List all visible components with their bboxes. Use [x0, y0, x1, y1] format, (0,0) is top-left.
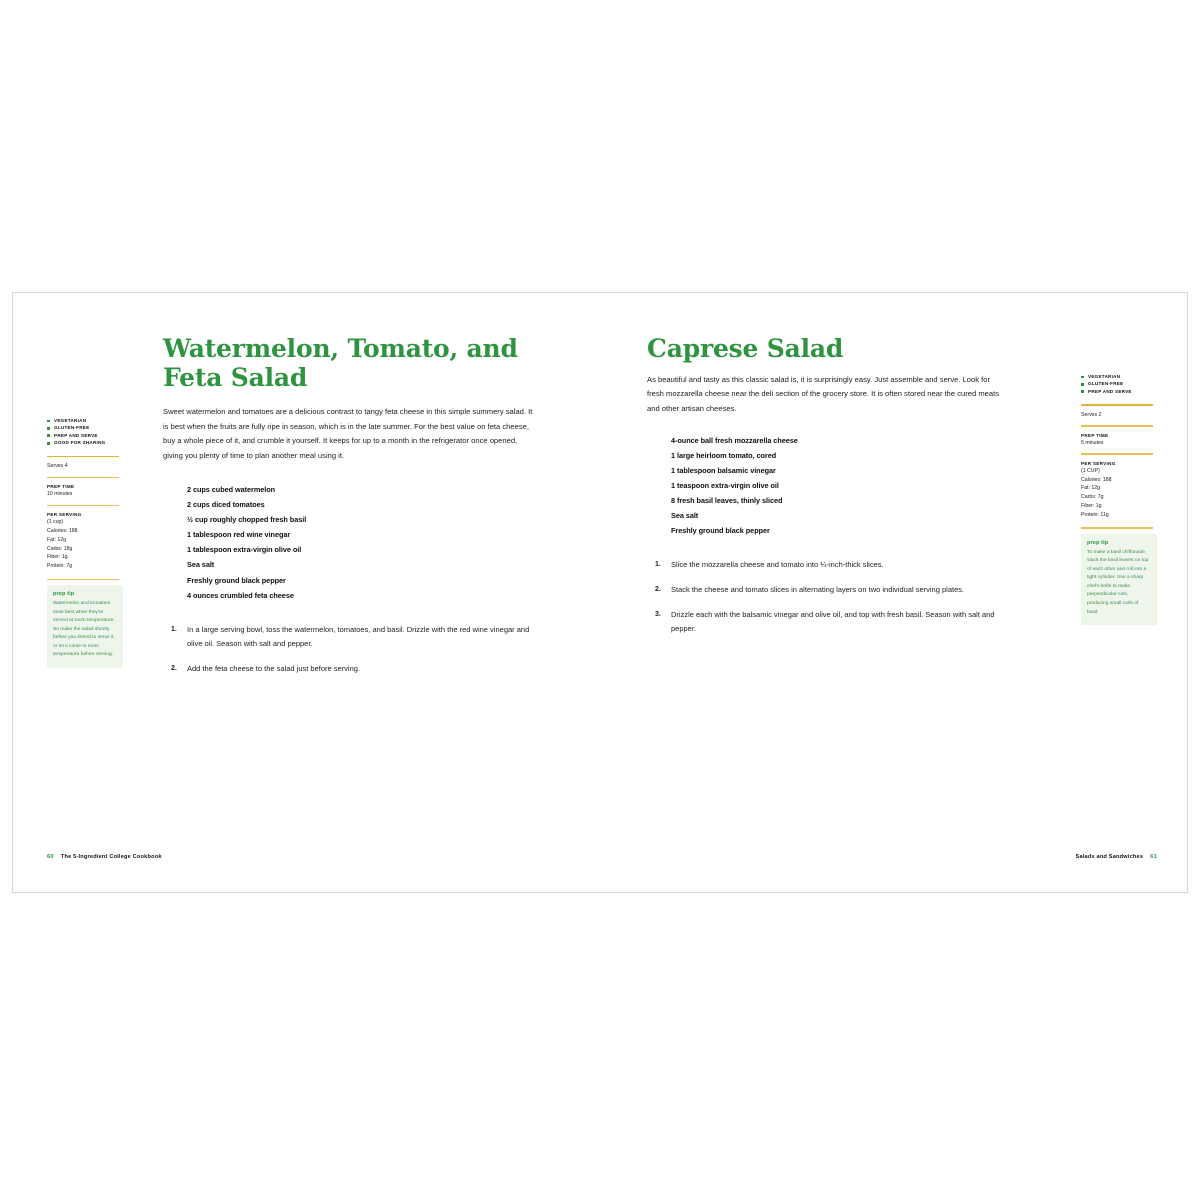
- left-main-column: [139, 335, 579, 835]
- ingredient-item: ½ cup roughly chopped fresh basil: [187, 515, 307, 525]
- tag-prep-and-serve: [1081, 388, 1157, 395]
- recipe-title: Watermelon, Tomato, and Feta Salad: [163, 334, 518, 392]
- ingredient-item: 1 tablespoon balsamic vinegar: [671, 466, 776, 476]
- left-page: [13, 293, 613, 892]
- instruction-list: [647, 558, 1047, 637]
- nutrition-protein: Protein: 11g: [1081, 511, 1109, 518]
- ingredient-item: Freshly ground black pepper: [187, 575, 286, 585]
- tag-label: GLUTEN-FREE: [54, 425, 90, 431]
- ingredient-item: 1 tablespoon red wine vinegar: [187, 530, 291, 540]
- nutrition-fat: Fat: 12g: [47, 536, 67, 543]
- right-sidebar: [1065, 335, 1157, 835]
- nutrition-block: [1081, 460, 1157, 520]
- nutrition-label: PER SERVING: [47, 512, 82, 518]
- nutrition-label: PER SERVING: [1081, 460, 1116, 466]
- serves-value: Serves 4: [47, 463, 68, 470]
- tag-good-for-sharing: [47, 439, 139, 446]
- right-page: [613, 293, 1187, 892]
- ingredient-list: [647, 433, 1047, 538]
- ingredient-item: 1 teaspoon extra-virgin olive oil: [671, 481, 779, 491]
- instruction-list: [163, 623, 579, 677]
- tag-vegetarian: [1081, 373, 1157, 380]
- tag-vegetarian: [47, 417, 139, 424]
- nutrition-serving-size: (1 CUP): [1081, 468, 1100, 475]
- sidebar-divider: [47, 456, 119, 457]
- ingredient-item: Sea salt: [671, 511, 699, 521]
- prep-time-label: PREP TIME: [1081, 432, 1109, 438]
- ingredient-item: 2 cups diced tomatoes: [187, 500, 265, 510]
- right-page-body: [647, 335, 1157, 835]
- nutrition-calories: Calories: 188: [1081, 476, 1112, 483]
- prep-time-value: 10 minutes: [47, 491, 73, 498]
- prep-tip-title: prep tip: [53, 591, 75, 598]
- tag-label: VEGETARIAN: [54, 418, 87, 423]
- right-page-footer: [1076, 854, 1157, 860]
- page-number: 60: [47, 854, 54, 860]
- nutrition-block: [47, 511, 139, 571]
- ingredient-item: 4 ounces crumbled feta cheese: [187, 590, 294, 600]
- footer-section-title: Salads and Sandwiches: [1075, 854, 1144, 860]
- right-main-column: [647, 335, 1065, 835]
- footer-book-title: The 5-Ingredient College Cookbook: [60, 854, 162, 860]
- ingredient-item: Freshly ground black pepper: [671, 526, 770, 536]
- instruction-step: Slice the mozzarella cheese and tomato into ¼-inch-thick slices.: [671, 560, 884, 570]
- tag-label: VEGETARIAN: [1088, 374, 1121, 379]
- tag-gluten-free: [1081, 380, 1157, 387]
- recipe-title: Caprese Salad: [647, 334, 844, 363]
- ingredient-item: 4-ounce ball fresh mozzarella cheese: [671, 436, 798, 446]
- nutrition-serving-size: (1 cup): [47, 519, 64, 526]
- left-page-footer: [47, 854, 162, 860]
- left-sidebar: [47, 335, 139, 835]
- sidebar-divider: [47, 505, 119, 506]
- left-page-body: [47, 335, 579, 835]
- recipe-intro: As beautiful and tasty as this classic salad is, it is surprisingly easy. Just assemble and serve. Look for fresh mozzarella cheese near the deli section of the grocery store. It is often stored near the cured meats and other artisan cheeses.: [647, 374, 1000, 413]
- instruction-step: Stack the cheese and tomato slices in alternating layers on two individual serving plates.: [671, 585, 965, 595]
- prep-tip-title: prep tip: [1087, 539, 1109, 546]
- sidebar-divider: [1081, 453, 1153, 454]
- serves-value: Serves 2: [1081, 411, 1102, 418]
- prep-tip-body: To make a basil chiffonade, stack the basil leaves on top of each other and roll into a tight cylinder. Use a sharp chef's knife to make perpendicular cuts, producing small curls of basil.: [1087, 549, 1149, 615]
- nutrition-protein: Protein: 7g: [47, 563, 73, 570]
- ingredient-item: 8 fresh basil leaves, thinly sliced: [671, 496, 783, 506]
- nutrition-carbs: Carbs: 18g: [47, 545, 73, 552]
- sidebar-divider: [1081, 527, 1153, 528]
- tag-gluten-free: [47, 424, 139, 431]
- ingredient-item: 1 tablespoon extra-virgin olive oil: [187, 545, 302, 555]
- instruction-step: Add the feta cheese to the salad just before serving.: [187, 663, 361, 673]
- prep-time-value: 5 minutes: [1081, 439, 1104, 446]
- sidebar-divider: [47, 579, 119, 580]
- ingredient-item: 1 large heirloom tomato, cored: [671, 451, 777, 461]
- ingredient-list: [163, 482, 579, 602]
- prep-tip-body: Watermelon and tomatoes taste best when they're served at room temperature. So make the salad shortly before you intend to serve it, or let it come to room temperature before serving.: [53, 601, 115, 658]
- sidebar-divider: [47, 477, 119, 478]
- nutrition-fiber: Fiber: 1g: [1081, 502, 1102, 509]
- cookbook-spread: [12, 292, 1188, 893]
- prep-time-label: PREP TIME: [47, 483, 75, 489]
- ingredient-item: Sea salt: [187, 560, 215, 570]
- sidebar-divider: [1081, 404, 1153, 405]
- tag-label: PREP AND SERVE: [1088, 388, 1132, 394]
- ingredient-item: 2 cups cubed watermelon: [187, 485, 276, 495]
- nutrition-calories: Calories: 188: [47, 528, 78, 535]
- instruction-step: In a large serving bowl, toss the watermelon, tomatoes, and basil. Drizzle with the red wine vinegar and olive oil. Season with salt and pepper.: [187, 624, 530, 649]
- sidebar-divider: [1081, 425, 1153, 426]
- nutrition-fat: Fat: 12g: [1081, 485, 1101, 492]
- tag-label: GOOD FOR SHARING: [54, 440, 106, 446]
- prep-tip-box: [1081, 534, 1157, 625]
- tag-label: GLUTEN-FREE: [1088, 381, 1124, 387]
- page-number: 61: [1150, 854, 1157, 860]
- right-tag-list: [1081, 373, 1157, 395]
- nutrition-carbs: Carbs: 7g: [1081, 494, 1104, 501]
- prep-tip-box: [47, 585, 123, 668]
- tag-label: PREP AND SERVE: [54, 432, 98, 438]
- nutrition-fiber: Fiber: 1g: [47, 554, 68, 561]
- tag-prep-and-serve: [47, 432, 139, 439]
- instruction-step: Drizzle each with the balsamic vinegar and olive oil, and top with fresh basil. Season with salt and pepper.: [671, 609, 995, 634]
- left-tag-list: [47, 417, 139, 447]
- recipe-intro: Sweet watermelon and tomatoes are a delicious contrast to tangy feta cheese in this simple summery salad. It is best when the fruits are fully ripe in season, which is in the late summer. For the best value on feta cheese, buy a whole piece of it, and crumble it yourself. It keeps for up to a month in the refrigerator once opened, giving you plenty of time to plan another meal using it.: [163, 407, 533, 460]
